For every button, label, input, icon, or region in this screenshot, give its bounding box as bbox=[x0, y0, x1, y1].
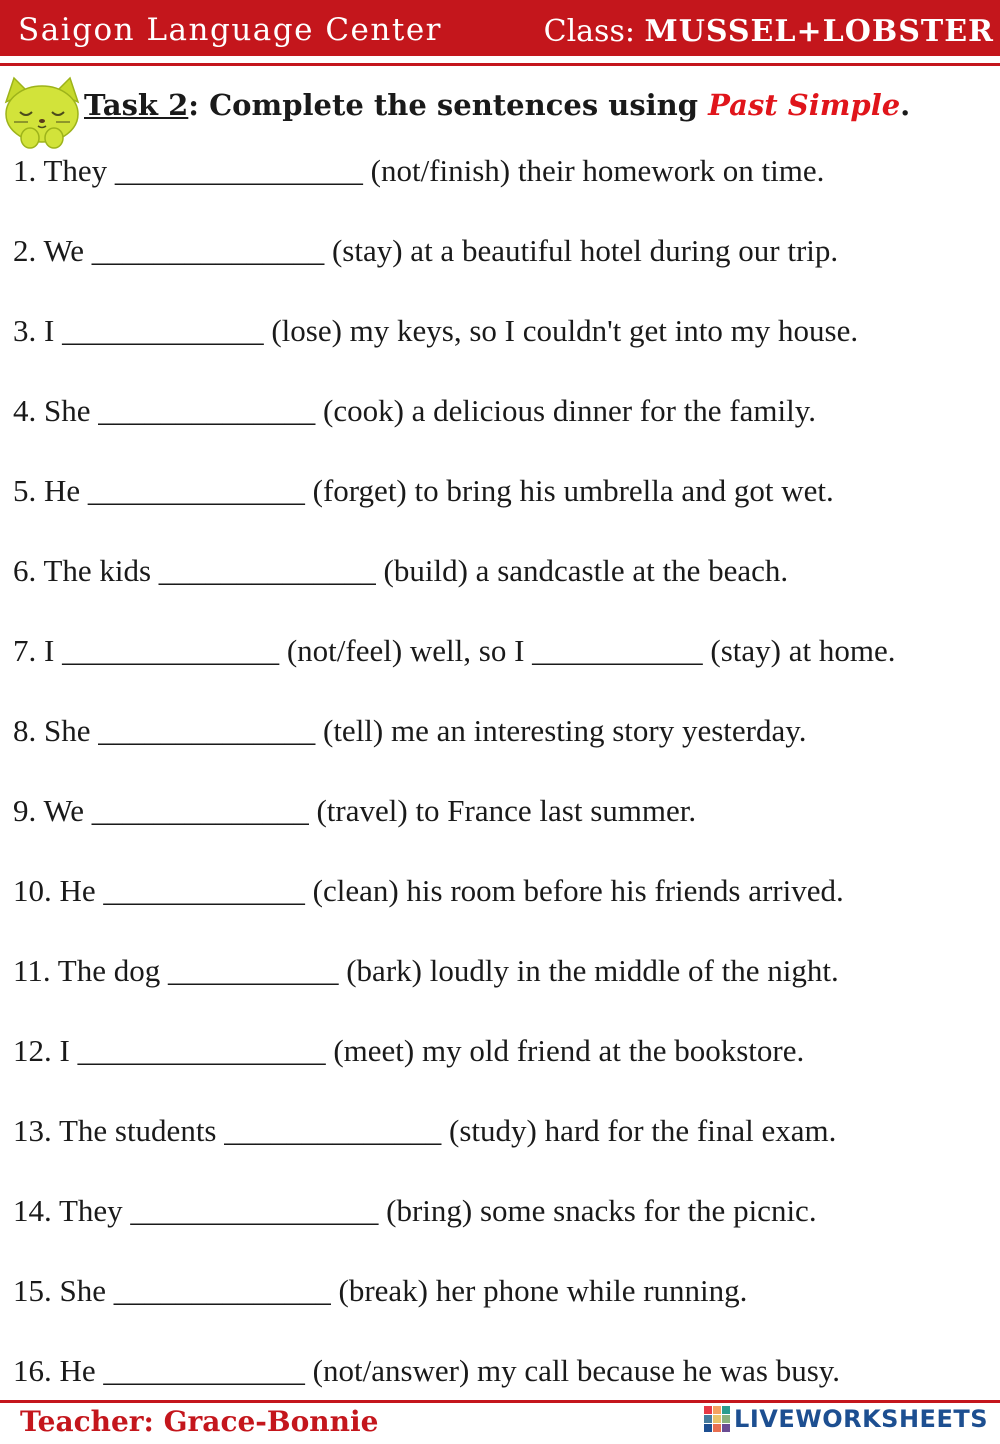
sentence-10[interactable]: 10. He _____________ (clean) his room before his friends arrived. bbox=[13, 873, 844, 908]
sentence-16[interactable]: 16. He _____________ (not/answer) my call because he was busy. bbox=[13, 1353, 841, 1388]
sentence-6[interactable]: 6. The kids ______________ (build) a sandcastle at the beach. bbox=[13, 553, 789, 588]
liveworksheets-logo[interactable] bbox=[704, 1405, 988, 1433]
sentence-13[interactable]: 13. The students ______________ (study) hard for the final exam. bbox=[13, 1113, 837, 1148]
brand-text: LIVEWORKSHEETS bbox=[734, 1405, 988, 1433]
task-instruction: : Complete the sentences using bbox=[188, 88, 709, 122]
sentence-14[interactable]: 14. They ________________ (bring) some snacks for the picnic. bbox=[13, 1193, 817, 1228]
sentence-8[interactable]: 8. She ______________ (tell) me an interesting story yesterday. bbox=[13, 713, 807, 748]
sentence-7[interactable]: 7. I ______________ (not/feel) well, so I ___________ (stay) at home. bbox=[13, 633, 896, 668]
task-highlight: Past Simple bbox=[708, 88, 901, 122]
sentence-9[interactable]: 9. We ______________ (travel) to France last summer. bbox=[13, 793, 697, 828]
class-info bbox=[544, 14, 994, 49]
class-value: MUSSEL+LOBSTER bbox=[644, 14, 994, 49]
sentence-1[interactable]: 1. They ________________ (not/finish) their homework on time. bbox=[13, 153, 825, 188]
sentence-2[interactable]: 2. We _______________ (stay) at a beautiful hotel during our trip. bbox=[13, 233, 839, 268]
class-prefix: Class: bbox=[543, 14, 645, 49]
sentence-12[interactable]: 12. I ________________ (meet) my old friend at the bookstore. bbox=[13, 1033, 805, 1068]
center-name: Saigon Language Center bbox=[18, 12, 442, 48]
logo-grid-icon bbox=[704, 1406, 730, 1432]
header-bar bbox=[0, 0, 1000, 56]
sentence-11[interactable]: 11. The dog ___________ (bark) loudly in the middle of the night. bbox=[13, 953, 839, 988]
teacher-name: Teacher: Grace-Bonnie bbox=[20, 1405, 379, 1438]
sentence-15[interactable]: 15. She ______________ (break) her phone while running. bbox=[13, 1273, 748, 1308]
header-divider bbox=[0, 63, 1000, 66]
sentence-4[interactable]: 4. She ______________ (cook) a delicious dinner for the family. bbox=[13, 393, 816, 428]
footer-divider bbox=[0, 1400, 1000, 1403]
sentence-3[interactable]: 3. I _____________ (lose) my keys, so I couldn't get into my house. bbox=[13, 313, 859, 348]
task-title bbox=[84, 88, 910, 122]
sentence-list bbox=[13, 146, 993, 1426]
task-label: Task 2 bbox=[84, 88, 189, 122]
cat-mascot-icon bbox=[0, 72, 84, 152]
task-end: . bbox=[900, 88, 911, 122]
sentence-5[interactable]: 5. He ______________ (forget) to bring his umbrella and got wet. bbox=[13, 473, 834, 508]
